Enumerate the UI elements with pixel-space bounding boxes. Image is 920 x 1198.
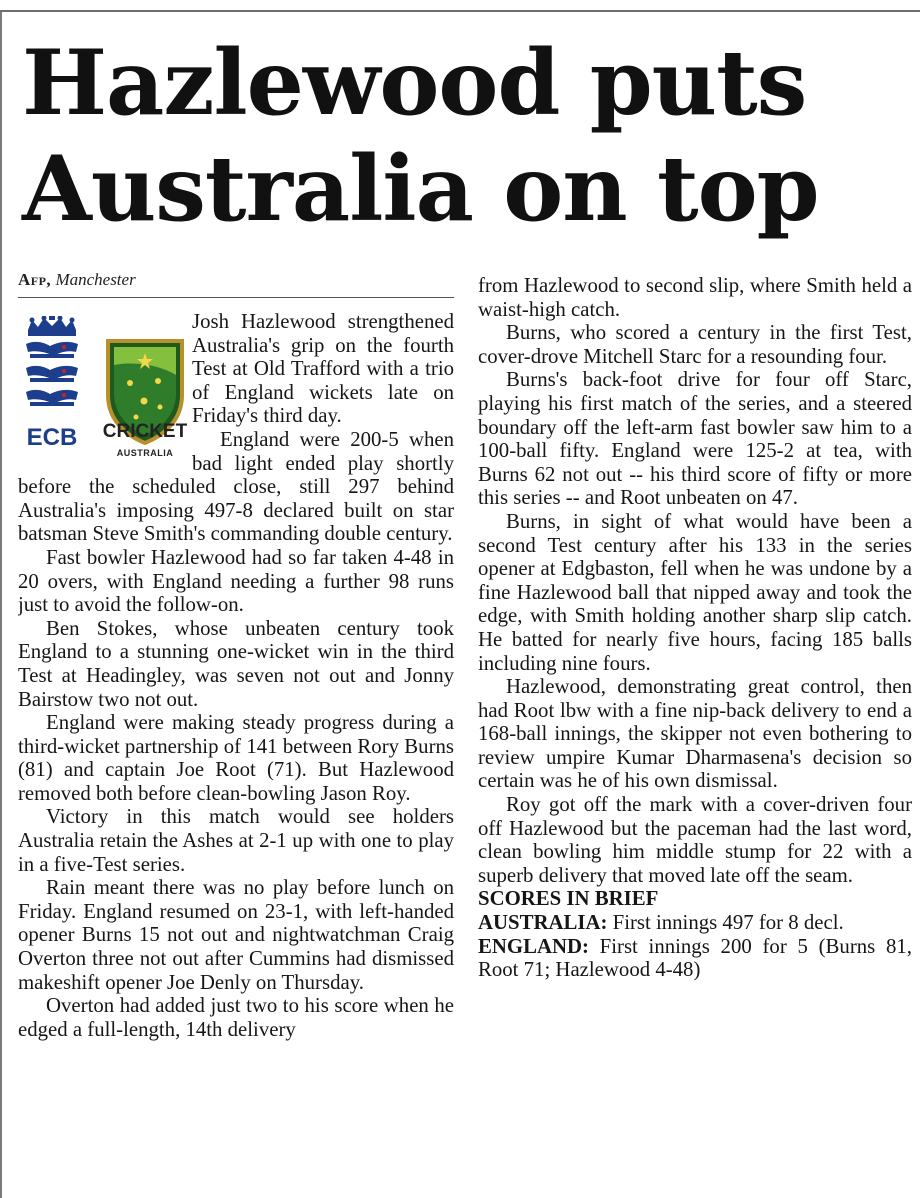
paragraph-left-1: Josh Hazlewood strengthened Australia's grip on the fourth Test at Old Trafford with a trio of England wickets late on Friday's third day. bbox=[192, 310, 454, 428]
logos bbox=[18, 310, 190, 470]
article-column-left bbox=[18, 310, 454, 1198]
scores-line-australia bbox=[478, 911, 912, 935]
top-rule bbox=[0, 10, 920, 12]
paragraph-left-3: Fast bowler Hazlewood had so far taken 4-48 in 20 overs, with England needing a further 98 runs just to avoid the follow-on. bbox=[18, 545, 454, 617]
paragraph-right-6: Roy got off the mark with a cover-driven four off Hazlewood but the paceman had the last word, clean bowling him middle stump for 22 with a superb delivery that moved late off the seam. bbox=[478, 793, 912, 887]
left-rule bbox=[0, 12, 2, 1198]
cricket-australia-logo-subtext: AUSTRALIA bbox=[116, 448, 174, 458]
paragraph-right-3: Burns's back-foot drive for four off Starc, playing his first match of the series, and a steered boundary off the left-arm fast bowler saw him to a 100-ball fifty. England were 125-2 at tea, with Burns 62 not out -- his third score of fifty or more this series -- and Root unbeaten on 47. bbox=[478, 368, 912, 510]
headline-line-1: Hazlewood puts bbox=[22, 30, 807, 136]
paragraph-right-2: Burns, who scored a century in the first Test, cover-drove Mitchell Starc for a resounding four. bbox=[478, 321, 912, 368]
paragraph-right-1: from Hazlewood to second slip, where Smith held a waist-high catch. bbox=[478, 274, 912, 321]
scores-text-australia: First innings 497 for 8 decl. bbox=[612, 911, 844, 935]
paragraph-left-4: Ben Stokes, whose unbeaten century took England to a stunning one-wicket win in the third Test at Headingley, was seven not out and Jonny Bairstow two not out. bbox=[18, 616, 454, 711]
ecb-logo-text: ECB bbox=[26, 424, 78, 451]
scores-team-australia: AUSTRALIA: bbox=[478, 911, 608, 935]
scores-team-england: ENGLAND: bbox=[478, 934, 589, 958]
scores-heading: SCORES IN BRIEF bbox=[478, 887, 659, 911]
paragraph-right-4: Burns, in sight of what would have been a second Test century after his 133 in the series opener at Edgbaston, fell when he was undone by a fine Hazlewood ball that nipped away and took the edge, with Smith holding another sharp slip catch. He batted for nearly five hours, facing 185 balls including nine fours. bbox=[478, 509, 912, 675]
byline-city: Manchester bbox=[55, 270, 136, 289]
byline-rule bbox=[18, 297, 454, 298]
scores-text-england: First innings 200 for 5 (Burns 81, Root 71; Hazlewood 4-48) bbox=[478, 934, 912, 982]
paragraph-left-7: Rain meant there was no play before lunch on Friday. England resumed on 23-1, with left-handed opener Burns 15 not out and nightwatchman Craig Overton three not out after Cummins had dismissed makeshift opener Joe Denly on Thursday. bbox=[18, 876, 454, 994]
paragraph-left-6: Victory in this match would see holders Australia retain the Ashes at 2-1 up with one to play in a five-Test series. bbox=[18, 805, 454, 876]
paragraph-right-5: Hazlewood, demonstrating great control, then had Root lbw with a fine nip-back delivery to end a 168-ball innings, the skipper not even bothering to review umpire Kumar Dharmasena's decision so certain was he of his own dismissal. bbox=[478, 675, 912, 793]
article-column-right bbox=[478, 274, 912, 1198]
byline bbox=[18, 270, 136, 290]
cricket-australia-logo-text: CRICKET bbox=[102, 421, 188, 442]
scores-line-england bbox=[478, 935, 912, 982]
paragraph-left-2: England were 200-5 when bad light ended play shortly before the scheduled close, still 297 behind Australia's imposing 497-8 declared built on star batsman Steve Smith's commanding double century. bbox=[18, 427, 454, 546]
paragraph-left-5: England were making steady progress during a third-wicket partnership of 141 between Rory Burns (81) and captain Joe Root (71). But Hazlewood removed both before clean-bowling Jason Roy. bbox=[18, 711, 454, 805]
headline-line-2: Australia on top bbox=[22, 136, 819, 242]
byline-agency: Afp, bbox=[18, 270, 52, 289]
paragraph-left-8: Overton had added just two to his score when he edged a full-length, 14th delivery bbox=[18, 994, 454, 1041]
headline bbox=[22, 30, 902, 242]
